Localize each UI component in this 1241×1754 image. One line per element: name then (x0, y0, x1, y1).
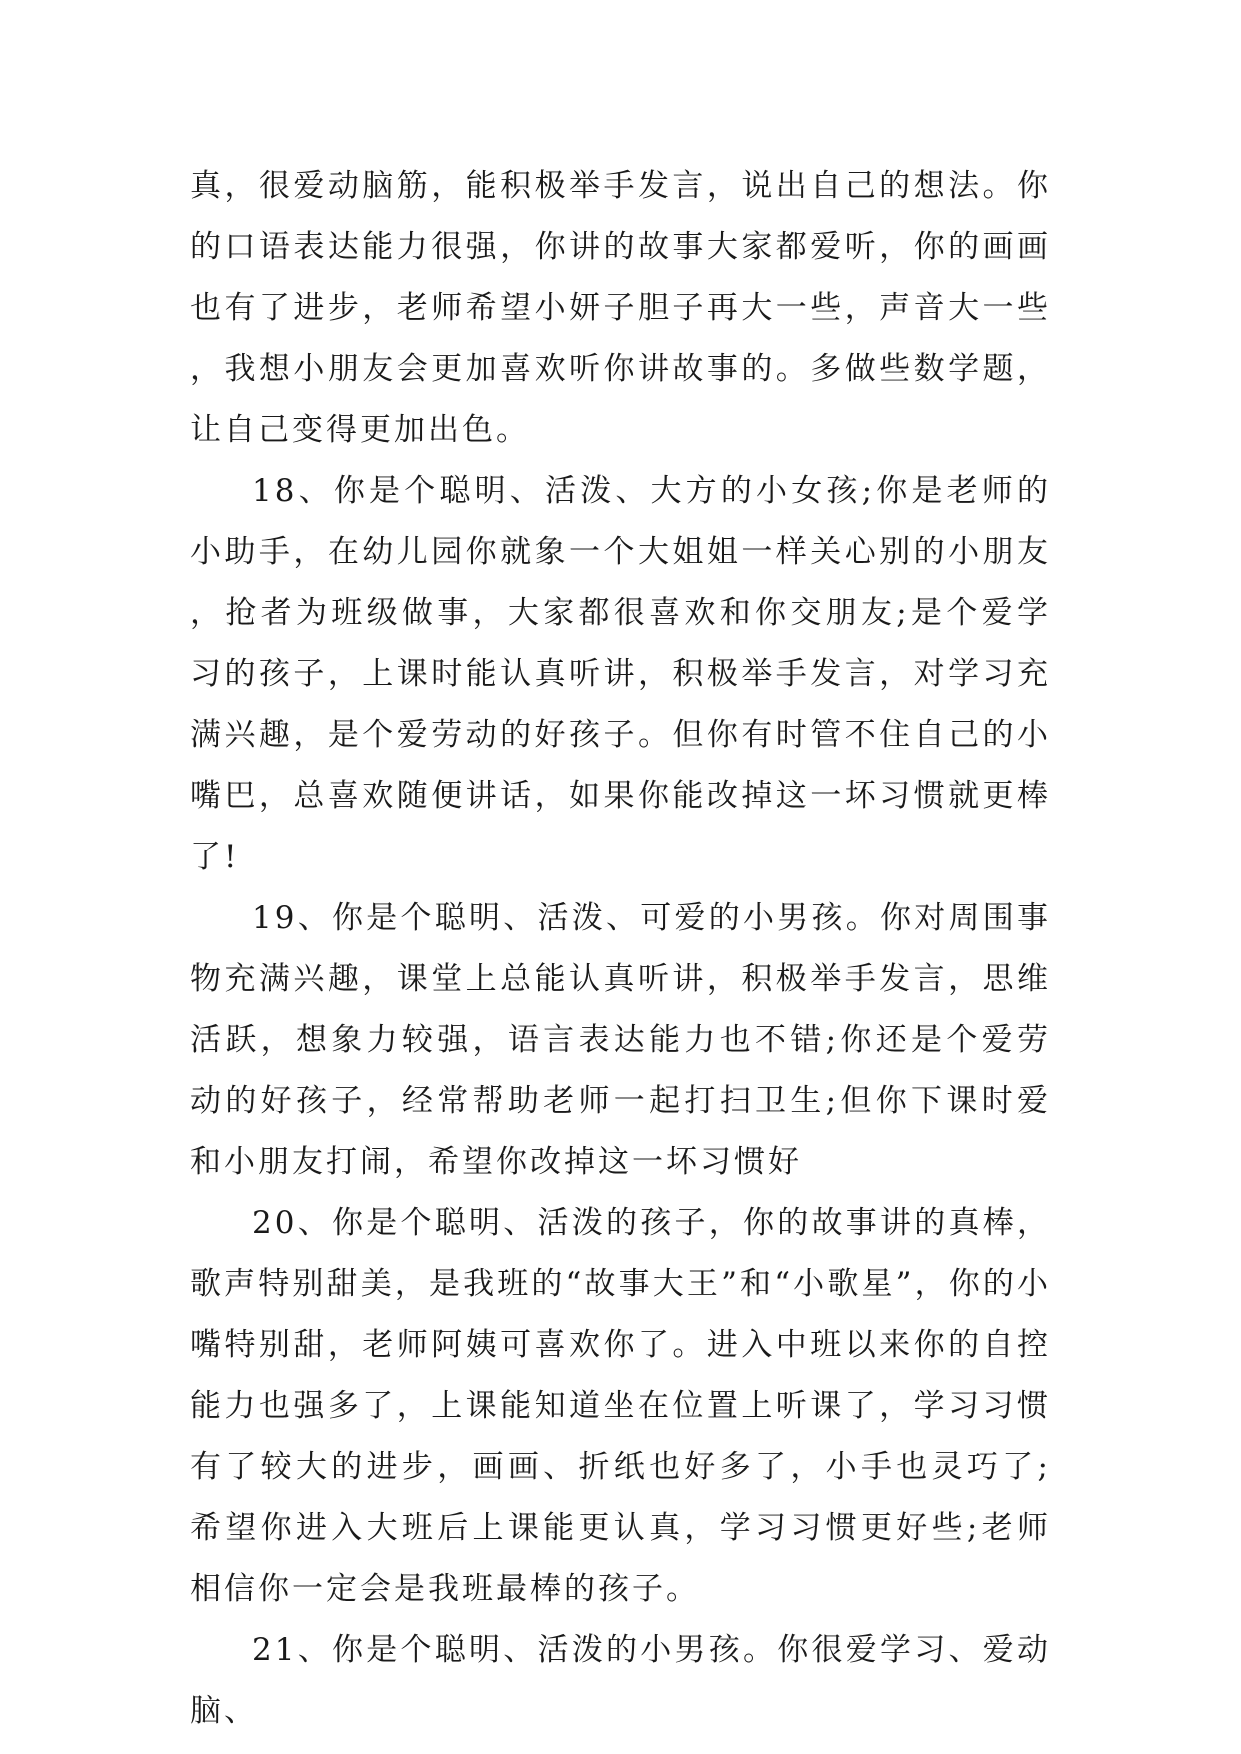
document-body (190, 156, 1051, 1742)
paragraph-continuation: 真，很爱动脑筋，能积极举手发言，说出自己的想法。你的口语表达能力很强，你讲的故事大家都爱听，你的画画也有了进步，老师希望小妍子胆子再大一些，声音大一些，我想小朋友会更加喜欢听你讲故事的。多做些数学题，让自己变得更加出色。 (190, 168, 1051, 448)
paragraph-18: 18、你是个聪明、活泼、大方的小女孩;你是老师的小助手，在幼儿园你就象一个大姐姐一样关心别的小朋友，抢者为班级做事，大家都很喜欢和你交朋友;是个爱学习的孩子，上课时能认真听讲，积极举手发言，对学习充满兴趣，是个爱劳动的好孩子。但你有时管不住自己的小嘴巴，总喜欢随便讲话，如果你能改掉这一坏习惯就更棒了! (190, 473, 1051, 875)
paragraph-19: 19、你是个聪明、活泼、可爱的小男孩。你对周围事物充满兴趣，课堂上总能认真听讲，积极举手发言，思维活跃，想象力较强，语言表达能力也不错;你还是个爱劳动的好孩子，经常帮助老师一起打扫卫生;但你下课时爱和小朋友打闹，希望你改掉这一坏习惯好 (190, 900, 1051, 1180)
paragraph-21: 21、你是个聪明、活泼的小男孩。你很爱学习、爱动脑、 (190, 1632, 1051, 1729)
paragraph-20: 20、你是个聪明、活泼的孩子，你的故事讲的真棒，歌声特别甜美，是我班的“故事大王”和“小歌星”，你的小嘴特别甜，老师阿姨可喜欢你了。进入中班以来你的自控能力也强多了，上课能知道坐在位置上听课了，学习习惯有了较大的进步，画画、折纸也好多了，小手也灵巧了;希望你进入大班后上课能更认真，学习习惯更好些;老师相信你一定会是我班最棒的孩子。 (190, 1205, 1051, 1607)
